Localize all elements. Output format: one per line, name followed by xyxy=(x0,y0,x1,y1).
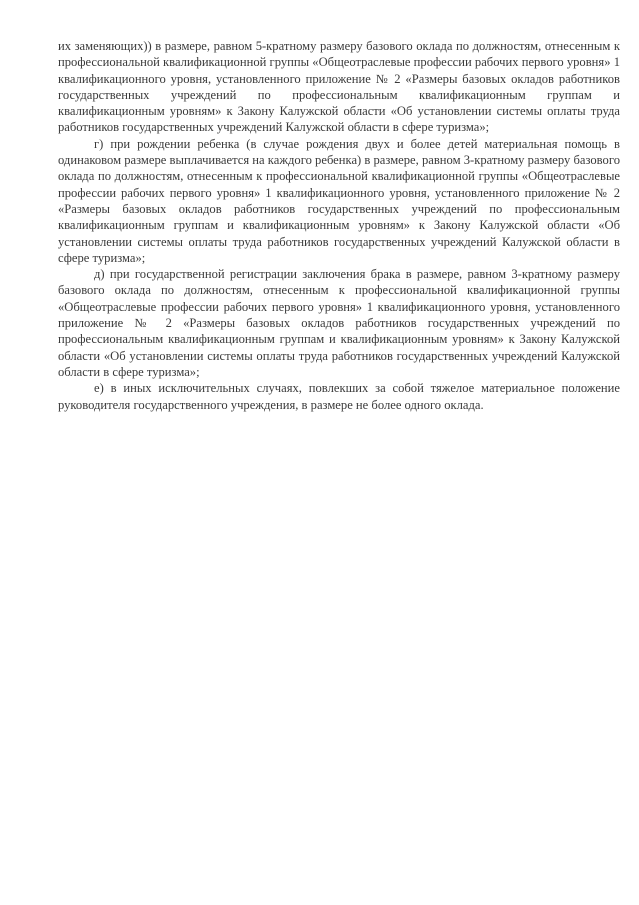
paragraph-item-g: г) при рождении ребенка (в случае рождения двух и более детей материальная помощь в одинаковом размере выплачивается на каждого ребенка) в размере, равном 3-кратному размеру базового оклада по должностям, отнесенным к профессиональной квалификационной группы «Общеотраслевые профессии рабочих первого уровня» 1 квалификационного уровня, установленного приложение № 2 «Размеры базовых окладов работников государственных учреждений по профессиональным квалификационным группам и квалификационным уровням» к Закону Калужской области «Об установлении системы оплаты труда работников государственных учреждений Калужской области в сфере туризма»; xyxy=(58,136,620,265)
paragraph-item-e: е) в иных исключительных случаях, повлекших за собой тяжелое материальное положение руководителя государственного учреждения, в размере не более одного оклада. xyxy=(58,381,620,412)
paragraph-continuation: их заменяющих)) в размере, равном 5-кратному размеру базового оклада по должностям, отнесенным к профессиональной квалификационной группы «Общеотраслевые профессии рабочих первого уровня» 1 квалификационного уровня, установленного приложение № 2 «Размеры базовых окладов работников государственных учреждений по профессиональным квалификационным группам и квалификационным уровням» к Закону Калужской области «Об установлении системы оплаты труда работников государственных учреждений Калужской области в сфере туризма»; xyxy=(58,39,620,135)
document-body xyxy=(58,38,620,413)
paragraph-item-d: д) при государственной регистрации заключения брака в размере, равном 3-кратному размеру базового оклада по должностям, отнесенным к профессиональной квалификационной группы «Общеотраслевые профессии рабочих первого уровня» 1 квалификационного уровня, установленного приложение № 2 «Размеры базовых окладов работников государственных учреждений по профессиональным квалификационным группам и квалификационным уровням» к Закону Калужской области «Об установлении системы оплаты труда работников государственных учреждений Калужской области в сфере туризма»; xyxy=(58,267,620,379)
